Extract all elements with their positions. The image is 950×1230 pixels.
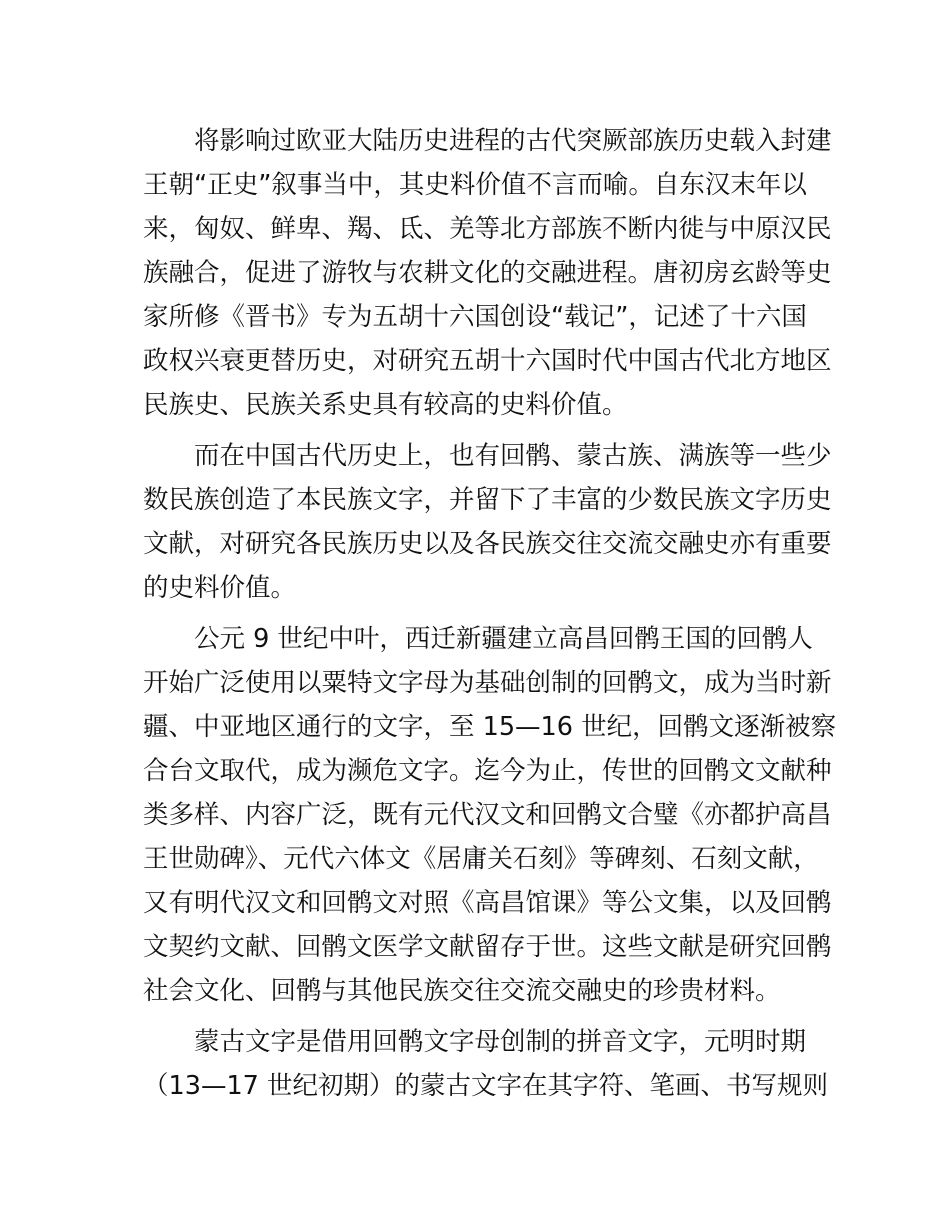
text-line: 文契约文献、回鹘文医学文献留存于世。这些文献是研究回鹘 bbox=[143, 932, 832, 962]
text-line: 文献，对研究各民族历史以及各民族交往交流交融史亦有重要 bbox=[143, 529, 832, 559]
document-page bbox=[143, 119, 837, 1115]
text-line: 社会文化、回鹘与其他民族交往交流交融史的珍贵材料。 bbox=[143, 976, 781, 1006]
text-line: 来，匈奴、鲜卑、羯、氐、羌等北方部族不断内徙与中原汉民 bbox=[143, 214, 832, 244]
text-line: 又有明代汉文和回鹘文对照《高昌馆课》等公文集，以及回鹘 bbox=[143, 888, 832, 918]
text-line: 家所修《晋书》专为五胡十六国创设“载记”，记述了十六国 bbox=[143, 302, 807, 332]
text-line: 数民族创造了本民族文字，并留下了丰富的少数民族文字历史 bbox=[143, 485, 832, 515]
text-line: 王朝“正史”叙事当中，其史料价值不言而喻。自东汉末年以 bbox=[143, 170, 807, 200]
paragraph bbox=[143, 119, 832, 427]
text-line: 族融合，促进了游牧与农耕文化的交融进程。唐初房玄龄等史 bbox=[143, 258, 832, 288]
text-line: 蒙古文字是借用回鹘文字母创制的拼音文字，元明时期 bbox=[194, 1027, 807, 1057]
paragraph bbox=[143, 1020, 829, 1108]
text-line: 王世勋碑》、元代六体文《居庸关石刻》等碑刻、石刻文献， bbox=[143, 844, 819, 874]
text-line: （13—17 世纪初期）的蒙古文字在其字符、笔画、书写规则 bbox=[143, 1071, 829, 1101]
text-line: 将影响过欧亚大陆历史进程的古代突厥部族历史载入封建 bbox=[194, 126, 832, 156]
paragraph bbox=[143, 434, 832, 610]
text-line: 民族史、民族关系史具有较高的史料价值。 bbox=[143, 390, 628, 420]
text-line: 合台文取代，成为濒危文字。迄今为止，传世的回鹘文文献种 bbox=[143, 756, 832, 786]
text-line: 政权兴衰更替历史，对研究五胡十六国时代中国古代北方地区 bbox=[143, 346, 832, 376]
text-line: 的史料价值。 bbox=[143, 573, 297, 603]
text-line: 类多样、内容广泛，既有元代汉文和回鹘文合璧《亦都护高昌 bbox=[143, 800, 832, 830]
text-line: 公元 9 世纪中叶，西迁新疆建立高昌回鹘王国的回鹘人 bbox=[194, 624, 813, 654]
text-line: 疆、中亚地区通行的文字，至 15—16 世纪，回鹘文逐渐被察 bbox=[143, 712, 837, 742]
text-line: 而在中国古代历史上，也有回鹘、蒙古族、满族等一些少 bbox=[194, 441, 832, 471]
paragraph bbox=[143, 617, 837, 1013]
text-line: 开始广泛使用以粟特文字母为基础创制的回鹘文，成为当时新 bbox=[143, 668, 832, 698]
